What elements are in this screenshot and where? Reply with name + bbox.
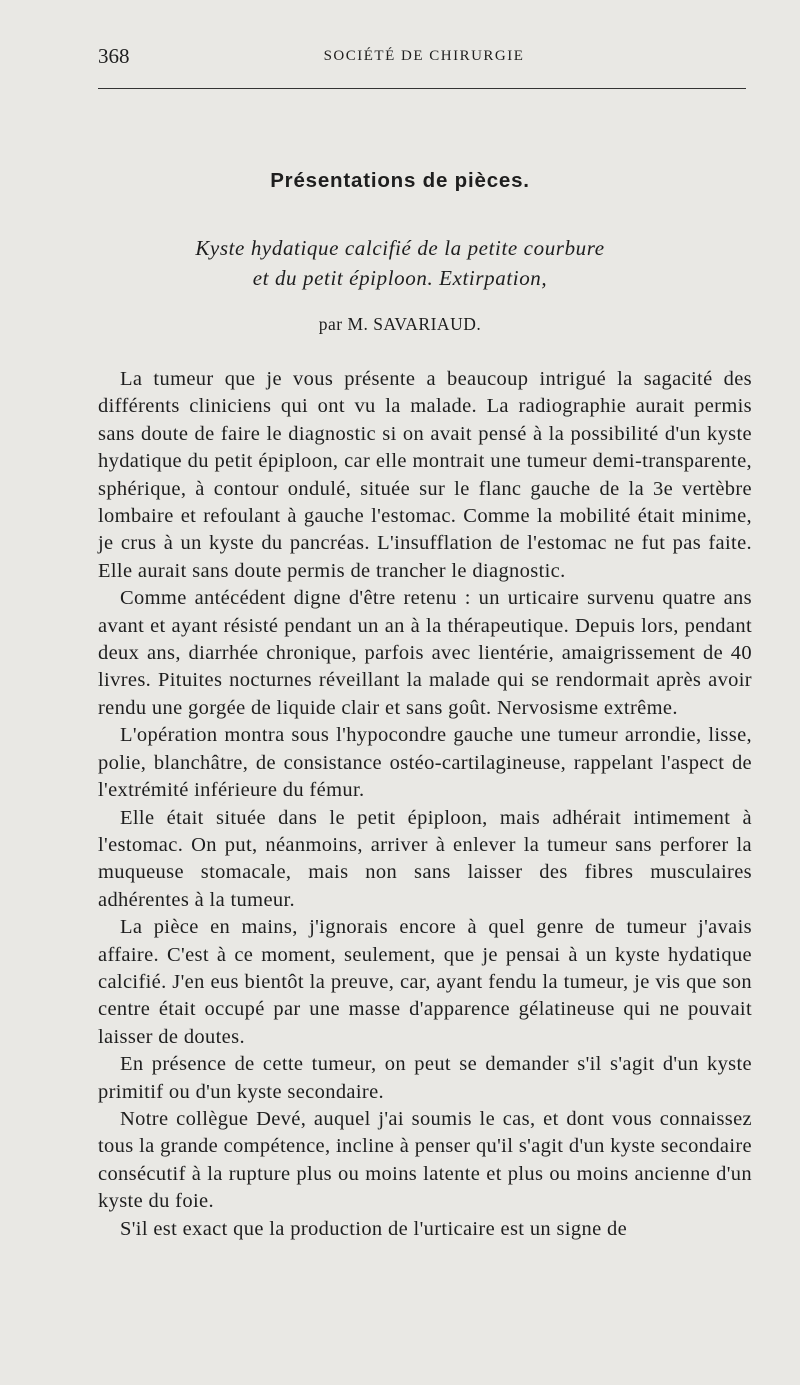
section-title: Présentations de pièces. bbox=[270, 169, 530, 192]
page-header bbox=[98, 44, 750, 74]
paragraph: S'il est exact que la production de l'urticaire est un signe de bbox=[120, 1217, 628, 1240]
paragraph: La pièce en mains, j'ignorais encore à quel genre de tumeur j'avais affaire. C'est à ce moment, seulement, que je pensai à un kyste hydatique calcifié. J'en eus bientôt la preuve, car, ayant fendu la tumeur, je vis que son centre était occupé par une masse d'apparence gélatineuse qui ne pouvait laisser de doutes. bbox=[98, 916, 752, 1048]
paragraph: En présence de cette tumeur, on peut se demander s'il s'agit d'un kyste primitif ou d'un kyste secondaire. bbox=[98, 1053, 752, 1103]
header-rule bbox=[98, 88, 746, 89]
article-title-line-2: et du petit épiploon. Extirpation, bbox=[252, 266, 548, 290]
paragraph: Notre collègue Devé, auquel j'ai soumis le cas, et dont vous connaissez tous la grande compétence, incline à penser qu'il s'agit d'un kyste secondaire consécutif à la rupture plus ou moins latente et plus ou moins ancienne d'un kyste du foie. bbox=[98, 1107, 752, 1213]
body-text bbox=[98, 366, 752, 1243]
running-head: SOCIÉTÉ DE CHIRURGIE bbox=[323, 48, 525, 64]
paragraph: L'opération montra sous l'hypocondre gauche une tumeur arrondie, lisse, polie, blanchâtre, de consistance ostéo-cartilagineuse, rappelant l'aspect de l'extrémité inférieure du fémur. bbox=[98, 724, 752, 802]
paragraph: La tumeur que je vous présente a beaucoup intrigué la sagacité des différents cliniciens qui ont vu la malade. La radiographie aurait permis sans doute de faire le diagnostic si on avait pensé à la possibilité d'un kyste hydatique du petit épiploon, car elle montrait une tumeur demi-transparente, sphérique, à contour ondulé, située sur le flanc gauche de la 3e vertèbre lombaire et refoulant à gauche l'estomac. Comme la mobilité était minime, je crus à un kyste du pancréas. L'insufflation de l'estomac ne fut pas faite. Elle aurait sans doute permis de trancher le diagnostic. bbox=[98, 368, 752, 582]
page-number: 368 bbox=[98, 44, 130, 68]
author-line: par M. SAVARIAUD. bbox=[318, 314, 482, 334]
paragraph: Comme antécédent digne d'être retenu : un urticaire survenu quatre ans avant et ayant résisté pendant un an à la thérapeutique. Depuis lors, pendant deux ans, diarrhée chronique, parfois avec lientérie, amaigrissement de 40 livres. Pituites nocturnes réveillant la malade qui se rendormait après avoir rendu une gorgée de liquide clair et sans goût. Nervosisme extrême. bbox=[98, 587, 752, 719]
paragraph: Elle était située dans le petit épiploon, mais adhérait intimement à l'estomac. On put, néanmoins, arriver à enlever la tumeur sans perforer la muqueuse stomacale, mais non sans laisser des fibres musculaires adhérentes à la tumeur. bbox=[98, 806, 752, 911]
article-title-line-1: Kyste hydatique calcifié de la petite courbure bbox=[195, 236, 605, 260]
